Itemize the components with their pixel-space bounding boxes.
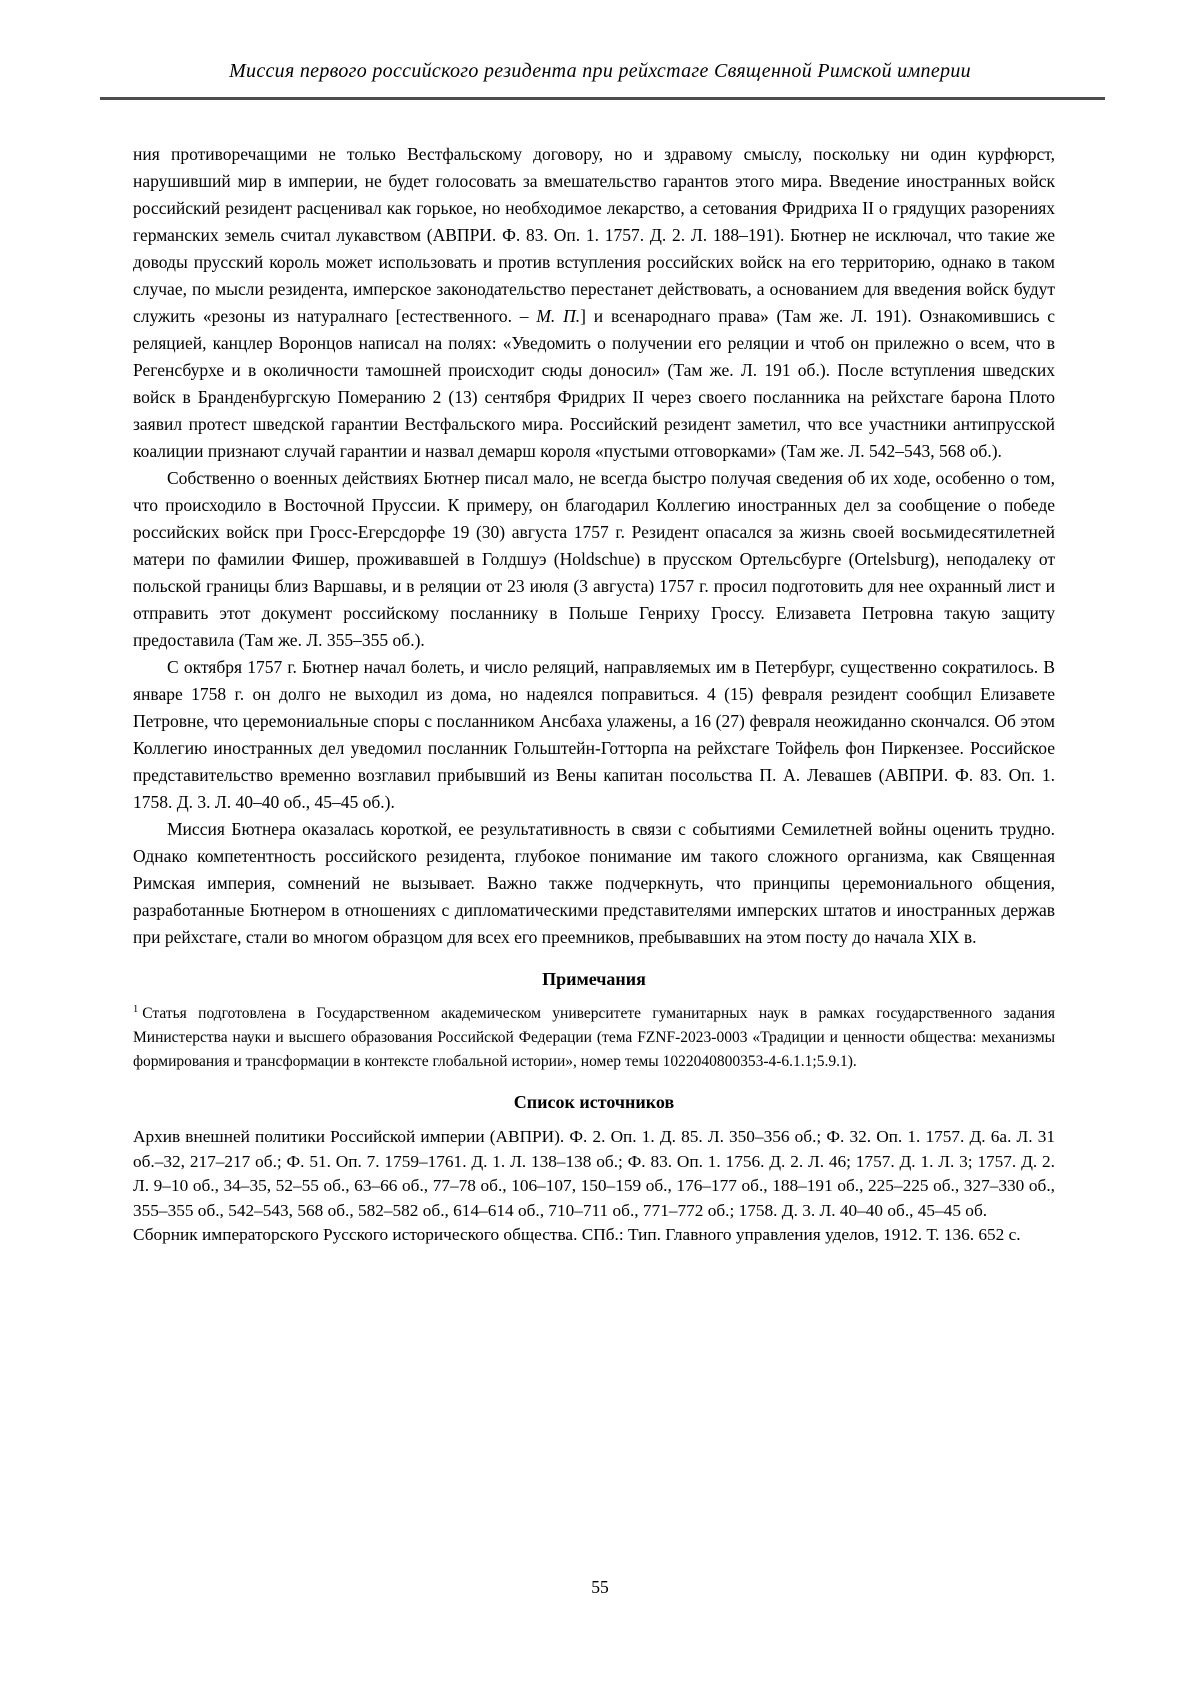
source-entry-archive: Архив внешней политики Российской империи (АВПРИ). Ф. 2. Оп. 1. Д. 85. Л. 350–356 об.; Ф. 32. Оп. 1. 1757. Д. 6а. Л. 31 об.–32, 217–217 об.; Ф. 51. Оп. 7. 1759–1761. Д. 1. Л. 138–138 об.; Ф. 83. Оп. 1. 1756. Д. 2. Л. 46; 1757. Д. 1. Л. 3; 1757. Д. 2. Л. 9–10 об., 34–35, 52–55 об., 63–66 об., 77–78 об., 106–107, 150–159 об., 176–177 об., 188–191 об., 225–225 об., 327–330 об., 355–355 об., 542–543, 568 об., 582–582 об., 614–614 об., 710–711 об., 771–772 об.; 1758. Д. 3. Л. 40–40 об., 45–45 об. xyxy=(133,1127,1055,1220)
paragraph-text: ния противоречащими не только Вестфальскому договору, но и здравому смыслу, поскольку ни один курфюрст, нарушивший мир в империи, не будет голосовать за вмешательство гарантов этого мира. Введение иностранных войск российский резидент расценивал как горькое, но необходимое лекарство, а сетования Фридриха II о грядущих разорениях германских земель считал лукавством (АВПРИ. Ф. 83. Оп. 1. 1757. Д. 2. Л. 188–191). Бютнер не исключал, что такие же доводы прусский король может использовать и против вступления российских войск на его территорию, однако в таком случае, по мысли резидента, имперское законодательство перестанет действовать, а основанием для введения войск будут служить «резоны из натуралнаго [естественного. – xyxy=(133,144,1055,326)
footnote-text: Статья подготовлена в Государственном академическом университете гуманитарных наук в рамках государственного задания Министерства науки и высшего образования Российской Федерации (тема FZNF-2023-0003 «Традиции и ценности общества: механизмы формирования и трансформации в контексте глобальной истории», номер темы 1022040800353-4-6.1.1;5.9.1). xyxy=(133,1005,1055,1070)
body-paragraph-2: Собственно о военных действиях Бютнер писал мало, не всегда быстро получая сведения об их ходе, особенно о том, что происходило в Восточной Пруссии. К примеру, он благодарил Коллегию иностранных дел за сообщение о победе российских войск при Гросс-Егерсдорфе 19 (30) августа 1757 г. Резидент опасался за жизнь своей восьмидесятилетней матери по фамилии Фишер, проживавшей в Голдшуэ (Holdschue) в прусском Ортельсбурге (Ortelsburg), неподалеку от польской границы близ Варшавы, и в реляции от 23 июля (3 августа) 1757 г. просил подготовить для нее охранный лист и отправить этот документ российскому посланнику в Польше Генриху Гроссу. Елизавета Петровна такую защиту предоставила (Там же. Л. 355–355 об.). xyxy=(133,468,1055,650)
paragraph-text: ] и всенароднаго права» (Там же. Л. 191). Ознакомившись с реляцией, канцлер Воронцов написал на полях: «Уведомить о получении его реляции и чтоб он прилежно о всем, что в Регенсбурхе и в околичности тамошней происходит сюды доносил» (Там же. Л. 191 об.). После вступления шведских войск в Бранденбургскую Померанию 2 (13) сентября Фридрих II через своего посланника на рейхстаге барона Плото заявил протест шведской гарантии Вестфальского мира. Российский резидент заметил, что все участники антипрусской коалиции признают случай гарантии и назвал демарш короля «пустыми отговорками» (Там же. Л. 542–543, 568 об.). xyxy=(133,306,1055,461)
body-paragraph-4: Миссия Бютнера оказалась короткой, ее результативность в связи с событиями Семилетней войны оценить трудно. Однако компетентность российского резидента, глубокое понимание им такого сложного организма, как Священная Римская империя, сомнений не вызывает. Важно также подчеркнуть, что принципы церемониального общения, разработанные Бютнером в отношениях с дипломатическими представителями имперских штатов и иностранных держав при рейхстаге, стали во многом образцом для всех его преемников, пребывавших на этом посту до начала XIX в. xyxy=(133,819,1055,947)
footnote-marker: 1 xyxy=(133,1003,139,1015)
body-paragraph-1 xyxy=(133,141,1055,465)
running-header: Миссия первого российского резидента при рейхстаге Священной Римской империи xyxy=(229,60,971,82)
body-paragraph-3: С октября 1757 г. Бютнер начал болеть, и число реляций, направляемых им в Петербург, существенно сократилось. В январе 1758 г. он долго не выходил из дома, но надеялся поправиться. 4 (15) февраля резидент сообщил Елизавете Петровне, что церемониальные споры с посланником Ансбаха улажены, а 16 (27) февраля неожиданно скончался. Об этом Коллегию иностранных дел уведомил посланник Гольштейн-Готторпа на рейхстаге Тойфель фон Пиркензее. Российское представительство временно возглавил прибывший из Вены капитан посольства П. А. Левашев (АВПРИ. Ф. 83. Оп. 1. 1758. Д. 3. Л. 40–40 об., 45–45 об.). xyxy=(133,657,1055,812)
sources-heading: Список источников xyxy=(513,1092,675,1112)
notes-heading: Примечания xyxy=(542,969,646,989)
footnote-1 xyxy=(133,1002,1055,1074)
header-rule xyxy=(100,97,1105,100)
source-entry-sbornik: Сборник императорского Русского исторического общества. СПб.: Тип. Главного управления уделов, 1912. Т. 136. 652 с. xyxy=(133,1225,1021,1245)
page-number: 55 xyxy=(591,1577,609,1597)
editorial-initials: М. П. xyxy=(536,306,581,326)
article-body xyxy=(133,141,1055,1248)
